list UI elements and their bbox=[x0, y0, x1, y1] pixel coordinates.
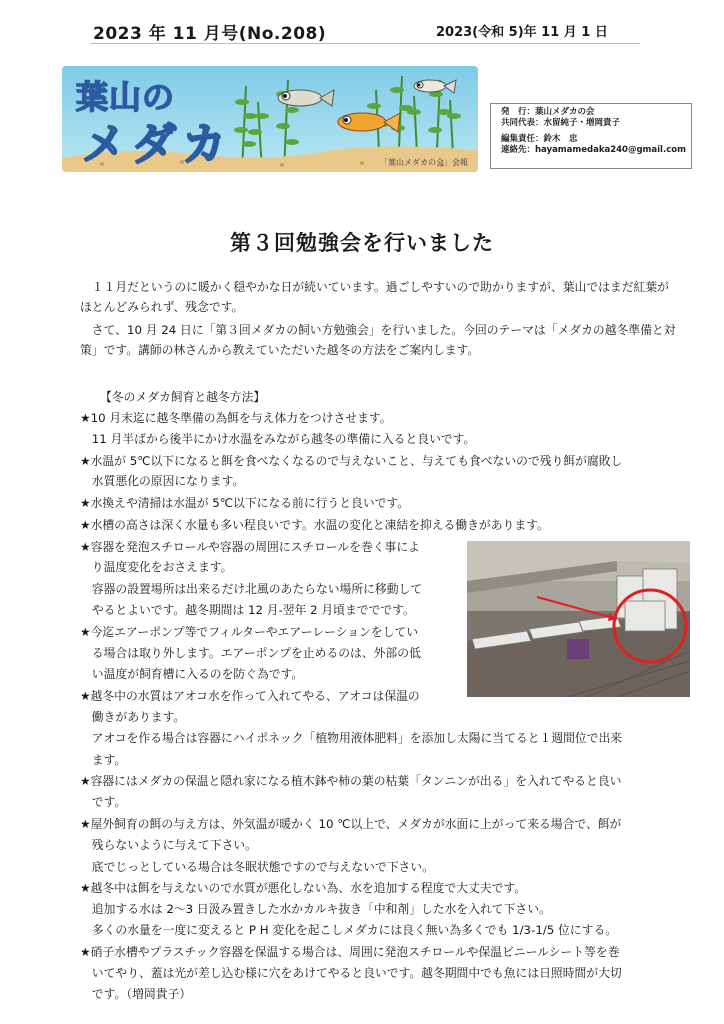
newsletter-banner bbox=[62, 66, 478, 172]
body-line: り温度変化をおさえます。 bbox=[80, 560, 233, 574]
overwintering-containers-photo bbox=[467, 541, 690, 697]
publisher-contact: 連絡先：hayamamedaka240@gmail.com bbox=[501, 145, 686, 155]
body-line: 残らないように与えて下さい。 bbox=[80, 838, 257, 852]
body-line: ★容器にはメダカの保温と隠れ家になる植木鉢や柿の葉の枯葉「タンニンが出る」を入れてやると良い bbox=[80, 774, 622, 788]
header-divider bbox=[90, 43, 640, 44]
body-line: い温度が飼育槽に入るのを防ぐ為です。 bbox=[80, 667, 304, 681]
issue-date: 2023(令和 5)年 11 月 1 日 bbox=[436, 25, 608, 40]
body-line: 水質悪化の原因になります。 bbox=[80, 474, 245, 488]
body-line: ★今迄エアーポンプ等でフィルターやエアーレーションをしてい bbox=[80, 625, 419, 639]
body-line: ★越冬中は餌を与えないので水質が悪化しない為、水を追加する程度で大丈夫です。 bbox=[80, 881, 527, 895]
body-line: です。（増岡貴子） bbox=[80, 987, 192, 1001]
section-heading: 【冬のメダカ飼育と越冬方法】 bbox=[100, 390, 266, 404]
body-line: ★水槽の高さは深く水量も多い程良いです。水温の変化と凍結を抑える働きがあります。 bbox=[80, 518, 549, 532]
body-line: 容器の設置場所は出来るだけ北風のあたらない場所に移動して bbox=[80, 582, 423, 596]
banner-title-main: メダカ bbox=[82, 119, 232, 170]
publisher-representatives: 共同代表：水留純子・増岡貴子 bbox=[501, 118, 621, 128]
publisher-name: 発 行：葉山メダカの会 bbox=[501, 107, 595, 117]
body-line: アオコを作る場合は容器にハイポネック「植物用液体肥料」を添加し太陽に当てると１週間位で出来 bbox=[80, 731, 623, 745]
body-line: ★屋外飼育の餌の与え方は、外気温が暖かく 10 ℃以上で、メダカが水面に上がって来る場合で、餌が bbox=[80, 817, 622, 831]
body-line: ★越冬中の水質はアオコ水を作って入れてやる、アオコは保温の bbox=[80, 689, 420, 703]
body-line: ★10 月末迄に越冬準備の為餌を与え体力をつけさせます。 bbox=[80, 411, 392, 425]
body-line: 多くの水量を一度に変えると P H 変化を起こしメダカには良く無い為多くでも 1/3-1/5 位にする。 bbox=[80, 923, 618, 937]
issue-number: 2023 年 11 月号(No.208) bbox=[93, 24, 327, 44]
body-line: ます。 bbox=[80, 753, 127, 767]
body-line: ★水換えや清掃は水温が 5℃以下になる前に行うと良いです。 bbox=[80, 496, 410, 510]
body-line: やるとよいです。越冬期間は 12 月-翌年 2 月頃まででです。 bbox=[80, 603, 415, 617]
body-line: 追加する水は 2～3 日汲み置きした水かカルキ抜き「中和剤」した水を入れて下さい。 bbox=[80, 902, 551, 916]
body-line: ★硝子水槽やプラスチック容器を保温する場合は、周囲に発泡スチロールや保温ビニールシート等を巻 bbox=[80, 945, 620, 959]
body-line: ★水温が 5℃以下になると餌を食べなくなるので与えないこと、与えても食べないので残り餌が腐敗し bbox=[80, 454, 623, 468]
publisher-editor: 編集責任：鈴木 忠 bbox=[501, 134, 578, 144]
body-line: る場合は取り外します。エアーポンプを止めるのは、外部の低 bbox=[80, 646, 421, 660]
body-line: です。 bbox=[80, 795, 127, 809]
publisher-box bbox=[490, 103, 692, 169]
body-line: ★容器を発泡スチロールや容器の周囲にスチロールを巻く事によ bbox=[80, 540, 420, 554]
body-line: 11 月半ばから後半にかけ水温をみながら越冬の準備に入ると良いです。 bbox=[80, 432, 476, 446]
body-line: いてやり、蓋は光が差し込む様に穴をあけてやると良いです。越冬期間中でも魚には日照時間が大切 bbox=[80, 966, 622, 980]
intro-paragraph: さて、10 月 24 日に「第３回メダカの飼い方勉強会」を行いました。今回のテーマは「メダカの越冬準備と対策」です。講師の林さんから教えていただいた越冬の方法をご案内します。 bbox=[80, 323, 676, 357]
body-line: 働きがあります。 bbox=[80, 710, 186, 724]
banner-title-top: 葉山の bbox=[76, 78, 176, 116]
intro-paragraph: １１月だというのに暖かく穏やかな日が続いています。過ごしやすいので助かりますが、葉山ではまだ紅葉がほとんどみられず、残念です。 bbox=[80, 280, 669, 314]
article-title: 第３回勉強会を行いました bbox=[230, 231, 494, 255]
body-line: 底でじっとしている場合は冬眠状態ですので与えないで下さい。 bbox=[80, 860, 434, 874]
banner-tagline: 「葉山メダカの会」会報 bbox=[380, 158, 468, 167]
